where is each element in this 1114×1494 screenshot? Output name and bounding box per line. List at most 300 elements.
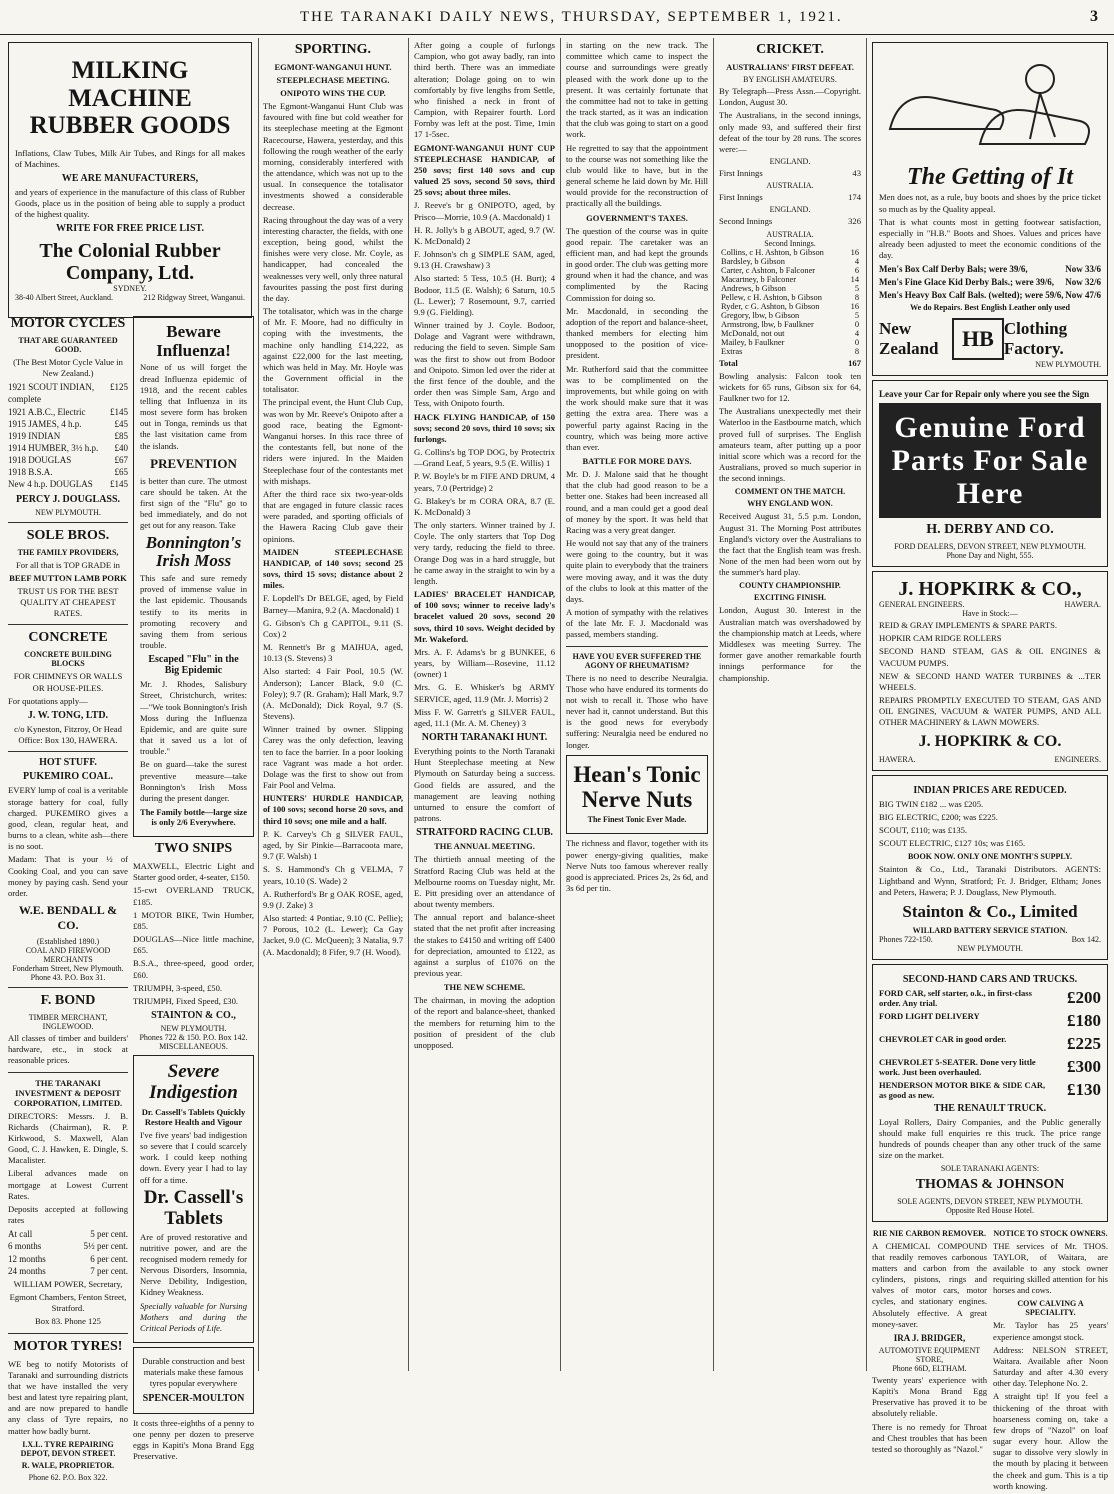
car-row <box>879 1057 1101 1077</box>
batsman-runs: 8 <box>854 292 859 302</box>
batsman-runs: 16 <box>850 247 859 257</box>
concrete-for: FOR CHIMNEYS OR WALLS OR HOUSE-PILES. <box>13 671 123 693</box>
batsman-runs: 5 <box>854 310 859 320</box>
hopkirk-town: HAWERA. <box>1064 600 1101 610</box>
paragraph: He regretted to say that the appointment to the course was not something like the club would like to have, but in the general scheme he laid down by Mr. Hill would provide for the reconstruction of practically all the buildings. <box>566 142 708 209</box>
motor-item-value: £85 <box>114 430 128 441</box>
paragraph: A motion of sympathy with the relatives of the late Mr. F. J. Macdonald was passed, members standing. <box>566 607 708 640</box>
hopkirk-item: SECOND HAND STEAM, GAS & OIL ENGINES & VACUUM PUMPS. <box>879 646 1101 668</box>
comment-title: COMMENT ON THE MATCH. <box>734 487 846 497</box>
car-price: £300 <box>1067 1056 1101 1076</box>
results-title: HACK FLYING HANDICAP, of 150 sovs; second 20 sovs, third 10 sovs; six furlongs. <box>414 411 555 444</box>
rate-item <box>8 1265 128 1277</box>
motor-list <box>8 381 128 490</box>
investment-box: Box 83. Phone 125 <box>35 1316 101 1327</box>
carbon-text: A CHEMICAL COMPOUND that readily removes carbonous matters and carbon from the cylinders, pistons, rings and valves of motor cars, motor cycles, and stationary engines. Absolutely effective. A great money-saver. <box>872 1240 987 1329</box>
hopkirk-ad <box>872 571 1108 771</box>
cassell-text: Are of proved restorative and nutritive power, and are the recognised modern remedy for Nervous Disorders, Insomnia, Nerve Debility, Indigestion, Kidney Weakness. <box>140 1231 247 1298</box>
indigestion-sub: Dr. Cassell's Tablets Quickly Restore Health and Vigour <box>141 1106 246 1127</box>
column-3 <box>263 38 403 1368</box>
batsman-row <box>719 347 861 356</box>
motor-item-value: £145 <box>110 406 128 417</box>
paragraph: Winner trained by owner. Slipping Carey was the only defection, leaving ten to face the barrier. In a poor looking race Vagrant was made a hot order. Dolage was the first to show out from Fair Pool and Velma. <box>263 724 403 791</box>
results-title: HUNTERS' HURDLE HANDICAP, of 100 sovs; second horse 20 sovs, and third 10 sovs; one mile and a half. <box>263 793 403 826</box>
investment-addr: Egmont Chambers, Fenton Street, Stratford. <box>9 1292 127 1314</box>
indigestion-ad <box>133 1055 254 1343</box>
paragraph: There is no need to describe Neuralgia. Those who have endured its torments do not wish to recall it. Those who have never had it, cannot understand. But this is the good news for everybody suffering: Neuralgia need be endured no longer. <box>566 672 708 750</box>
prevention: PREVENTION <box>150 455 237 471</box>
sole-bros-title: SOLE BROS. <box>26 527 110 543</box>
derby-firm: H. DERBY AND CO. <box>926 522 1054 538</box>
willard-battery: WILLARD BATTERY SERVICE STATION. <box>912 925 1068 935</box>
hopkirk-foot-r: ENGINEERS. <box>1054 754 1101 764</box>
batsman-row <box>719 320 861 329</box>
paragraph: Winner trained by J. Coyle. Bodoor, Dolage and Vagrant were withdrawn, reducing the field to seven. Simple Sam was the first to show out from Bodoor and Onipoto. Simon led over the rider at the first fence of the double, and the order then was Simple Sam, Argo and Tess, with Onipoto fourth. <box>414 320 555 409</box>
bond-title: F. BOND <box>40 993 96 1009</box>
snips-firm: STAINTON & CO., <box>151 1010 236 1022</box>
indian-item: BIG TWIN £182 ... was £205. <box>879 798 984 809</box>
motor-item <box>8 418 128 430</box>
annual-meeting: THE ANNUAL MEETING. <box>434 841 535 852</box>
paragraph: Mr. Macdonald, in seconding the adoption of the report and balance-sheet, thanked members for electing him unopposed to the position of vice-president. <box>566 305 708 361</box>
onipoto-title: ONIPOTO WINS THE CUP. <box>280 88 386 98</box>
cars-ad <box>872 964 1108 1222</box>
snips-text2: 15-cwt OVERLAND TRUCK, £185. <box>133 885 254 907</box>
motor-item-label: 1919 INDIAN <box>8 430 61 441</box>
snip-item: TRIUMPH, Fixed Speed, £30. <box>133 995 239 1006</box>
car-row <box>879 1011 1101 1031</box>
cricket-sub: AUSTRALIANS' FIRST DEFEAT. <box>726 62 854 72</box>
getting-text: Men does not, as a rule, buy boots and shoes by the price ticket so much as by the Quality appeal. <box>879 192 1101 214</box>
indian-contact <box>879 935 1101 944</box>
column-7 <box>872 38 1108 1491</box>
ford-sign: Genuine Ford Parts For Sale Here <box>879 403 1101 518</box>
rate-item-value: 7 per cent. <box>90 1265 128 1276</box>
motor-item-label: 1914 HUMBER, 3½ h.p. <box>8 443 99 454</box>
batsman-row <box>719 302 861 311</box>
bond-text: All classes of timber and builders' hardware, etc., in stock at reasonable prices. <box>8 1033 128 1066</box>
battle-more-days: BATTLE FOR MORE DAYS. <box>582 456 692 467</box>
getting-text2: That is what counts most in getting footwear satisfaction, especially in "H.B." Boots and Shoes. Values and prices have already been adjusted to meet the economic conditions of the day. <box>879 216 1101 261</box>
batsman-row <box>719 266 861 275</box>
score-row <box>719 216 861 227</box>
influenza-text: None of us will forget the dread Influenza epidemic of 1918, and the recent cables telling that Influenza in its most severe form has broken out in Tonga, reminds us that the last visitation came from the islands. <box>140 362 247 451</box>
hb-town: NEW PLYMOUTH. <box>1035 360 1101 370</box>
derby-phone: Phone Day and Night, 555. <box>946 551 1034 561</box>
concrete-firm: J. W. TONG, LTD. <box>27 709 109 721</box>
paragraph: The Egmont-Wanganui Hunt Club was favoured with fine but cold weather for its steeplechase meeting at the Egmont Racecourse, Hawera, yesterday, and this following the rough weather of the early morning, considerably interfered with the attendance, which was not up to the usual. In consequence the totalisator investments showed a considerable decrease. <box>263 101 403 212</box>
bendall-est: (Established 1890.) <box>36 937 100 947</box>
score-row <box>719 168 861 179</box>
score-label: Second Innings <box>719 216 773 227</box>
bendall-firm: W.E. BENDALL & CO. <box>18 903 118 933</box>
sole-meats: BEEF MUTTON LAMB PORK <box>9 572 127 583</box>
stratford-racing: STRATFORD RACING CLUB. <box>416 827 553 839</box>
meeting-title: STEEPLECHASE MEETING. <box>276 75 390 85</box>
rate-item-value: 5 per cent. <box>90 1229 128 1240</box>
rate-item-label: 12 months <box>8 1253 46 1264</box>
snips-town: NEW PLYMOUTH. <box>160 1024 227 1034</box>
prevention-text: is better than cure. The utmost care should be taken. At the first sign of the "Flu" go to bed immediately, and do not get out for any reason. Take <box>140 475 247 531</box>
total-label: Total <box>719 357 738 368</box>
batsman-name: Ryder, c G. Ashton, b Gibson <box>721 301 820 311</box>
motor-item-label: 1915 JAMES, 4 h.p. <box>8 418 82 429</box>
column-rule <box>258 38 259 1371</box>
cassell-brand: Dr. Cassell's Tablets <box>143 1186 244 1229</box>
results-list <box>414 200 555 271</box>
motor-intro: (The Best Motor Cycle Value in New Zealand.) <box>13 357 123 379</box>
batsman-name: Macartney, b Falconer <box>721 274 797 284</box>
investment-title: THE TARANAKI INVESTMENT & DEPOSIT CORPORATION, LIMITED. <box>13 1077 123 1108</box>
score-value: 174 <box>848 192 861 203</box>
family-bottle: The Family bottle—large size is only 2/6 Everywhere. <box>140 807 247 828</box>
paragraph: Also started: 4 Fair Pool, 10.5 (W. Anderson); Lancer Black, 9.0 (C. Foley); 9.7 (R. Graham); Hall Mark, 9.7 (A. McDonald); Dick Royal, 9.7 (S. Stevens). <box>263 666 403 722</box>
concrete-addr: c/o Kyneston, Fitzroy, Or Head Office: Box 130, HAWERA. <box>14 723 122 746</box>
renault-title: THE RENAULT TRUCK. <box>933 1102 1047 1114</box>
hean-brand: Hean's Tonic Nerve Nuts <box>573 761 701 813</box>
paragraph: The Australians unexpectedly met their Waterloo in the Eastbourne match, which proved full of surprises. The English amateurs team, after putting up a poor initial score which was a record for the Australians, proved so much superior in the second innings. <box>719 406 862 484</box>
carbon-ad <box>872 1226 987 1494</box>
sole-trust: TRUST US FOR THE BEST QUALITY AT CHEAPEST RATES. <box>17 585 119 619</box>
batsman-runs: 16 <box>850 301 859 311</box>
shoe-price: Now 47/6 <box>1065 290 1101 301</box>
snips-misc: MISCELLANEOUS. <box>159 1042 228 1052</box>
hot-stuff: HOT STUFF. <box>39 757 97 769</box>
hb-logo: HB <box>952 318 1004 360</box>
paragraph: Everything points to the North Taranaki Hunt Steeplechase meeting at New Plymouth on Saturday being a success. Good fields are assured, and the management are leaving nothing unturned to ensure the comfort of patrons. <box>414 746 555 824</box>
indian-item: SCOUT ELECTRIC, £127 10s; was £165. <box>879 838 1026 849</box>
advice: Be on guard—take the surest preventive measure—take Bonnington's Irish Moss during the present danger. <box>140 759 247 803</box>
indian-town: NEW PLYMOUTH. <box>957 943 1023 953</box>
batsman-row <box>719 248 861 257</box>
milking-title: MILKING MACHINE RUBBER GOODS <box>29 57 231 139</box>
new-scheme: THE NEW SCHEME. <box>443 982 526 993</box>
shoe-price-list <box>879 264 1101 300</box>
sydney: SYDNEY. <box>113 284 147 294</box>
spencer-sub: Durable construction and best materials make these famous tyres popular everywhere <box>142 1356 245 1389</box>
spencer-text: It costs three-eighths of a penny to one penny per dozen to preserve eggs in Kapiti's Mona Brand Egg Preservative. <box>133 1417 254 1462</box>
cricket-title: CRICKET. <box>756 42 824 57</box>
shoe-price: Now 33/6 <box>1065 264 1101 275</box>
paragraph: Mr. D. J. Malone said that he thought that the club had good reason to be a better one. Stakes had been increased all round, and a man could get a good deal of money by the sport. It was held that Racing was a very great danger. <box>566 469 708 535</box>
pukemiro-text: EVERY lump of coal is a veritable storage battery for coal, fully charged. PUKEMIRO gives a good, clean, regular heat, and burns to a clean, white ash—there is no soot. <box>8 785 128 852</box>
paragraph: He would not say that any of the trainers were going to the country, but it was quite plain to everybody that the trainers were moving away, and it was the duty of the clubs to look at this matter of the days. <box>566 538 708 604</box>
column-rule <box>408 38 409 1371</box>
stock-text: THE services of Mr. THOS. TAYLOR, of Waitara, are available to any stock owner requiring skilled attention for his horses and cows. <box>993 1240 1108 1296</box>
column-4 <box>414 38 555 1368</box>
influenza-title: Beware Influenza! <box>156 322 231 360</box>
indian-ad <box>872 775 1108 960</box>
tyres-firm: I.X.L. TYRE REPAIRING DEPOT, DEVON STREET. <box>20 1439 116 1458</box>
bendall-addr: Fonderham Street, New Plymouth. <box>12 964 124 974</box>
snip-item: 1 MOTOR BIKE, Twin Humber, £85. <box>133 909 254 931</box>
motor-item-label: 1918 DOUGLAS <box>8 455 72 466</box>
motor-item-value: £67 <box>114 455 128 466</box>
paragraph: The only starters. Winner trained by J. Coyle. The only starters that Top Dog very tardy, reducing the field to three. Orange Dog was in a hard struggle, but he came away in the straight to win by a length. <box>414 520 555 586</box>
bridger-phone: Phone 66D, ELTHAM. <box>892 1363 967 1373</box>
rate-item-label: 6 months <box>8 1241 42 1252</box>
exciting-finish: EXCITING FINISH. <box>753 593 826 603</box>
column-6 <box>719 38 861 1368</box>
batsman-row <box>719 338 861 347</box>
masthead <box>0 0 1114 35</box>
tyres-text: WE beg to notify Motorists of Taranaki and surrounding districts that we have installed the very best and latest tyre repairing plant, and are now prepared to handle any class of Tyre repairs, no matter how badly burnt. <box>8 1358 128 1436</box>
batsman-name: Bardsley, b Gibson <box>721 256 785 266</box>
motor-item <box>8 442 128 454</box>
hean-ad <box>566 755 708 835</box>
hopkirk-foot-l: HAWERA. <box>879 754 916 764</box>
investment-liberal: Liberal advances made on mortgage at Lowest Current Rates. <box>8 1168 128 1201</box>
hopkirk-item: REPAIRS PROMPTLY EXECUTED TO STEAM, GAS AND OIL ENGINES, VACUUM & WATER PUMPS, AND ALL OTHER MACHINERY & LAWN MOWERS. <box>879 695 1101 728</box>
batsman-runs: 4 <box>854 256 859 266</box>
motor-item-value: £145 <box>110 479 128 490</box>
batsman-runs: 0 <box>854 319 859 329</box>
concrete-sub: CONCRETE BUILDING BLOCKS <box>24 650 112 669</box>
batsman-name: Carter, c Ashton, b Falconer <box>721 265 816 275</box>
bendall-phone: Phone 43. P.O. Box 31. <box>30 973 106 983</box>
page-number: 3 <box>1090 8 1098 25</box>
hopkirk-trade: GENERAL ENGINEERS. <box>879 600 965 610</box>
shoe-price: Now 32/6 <box>1065 277 1101 288</box>
cricket-by: BY ENGLISH AMATEURS. <box>743 75 837 84</box>
influenza-ad <box>133 316 254 837</box>
rheumatism-title: HAVE YOU EVER SUFFERED THE AGONY OF RHEUMATISM? <box>572 651 702 670</box>
batsman-name: Extras <box>721 346 743 356</box>
paragraph: The thirtieth annual meeting of the Stratford Racing Club was held at the Melbourne rooms on Tuesday night, Mr. E. Pitt presiding over an attendance of about twenty members. <box>414 854 555 910</box>
colonial-rubber: The Colonial Rubber Company, Ltd. <box>39 240 221 285</box>
cars-list <box>879 988 1101 1100</box>
result-item: M. Rennett's Br g MAIHUA, aged, 10.13 (S. Stevens) 3 <box>263 642 403 664</box>
government-taxes: GOVERNMENT'S TAXES. <box>586 212 688 223</box>
paragraph: Bowling analysis: Falcon took ten wickets for 65 runs, Gibson six for 64, Faulkner two for 12. <box>719 370 861 404</box>
shoe-price-row <box>879 277 1101 287</box>
paragraph: After the third race six two-year-olds that are engaged in future classic races were paraded, and sporting officials of the Hawera Racing Club gave their opinions. <box>263 488 403 544</box>
stock-exp: Mr. Taylor has 25 years' experience amongst stock. <box>993 1320 1108 1342</box>
paragraph: The principal event, the Hunt Club Cup, was won by Mr. Reeve's Onipoto after a good race, beating the Egmont-Wanganui horses. In this race three of the contestants fell, but none of the riders were injured. In the Maiden Steeplechase four of the contestants met with mishaps. <box>263 397 403 486</box>
indian-list <box>879 799 1101 850</box>
score-label: First Innings <box>719 168 763 179</box>
score-value: 43 <box>852 168 861 179</box>
motor-item-label: 1921 SCOUT INDIAN, complete <box>8 382 95 405</box>
result-item: G. Gibson's Ch g CAPITOL, 9.11 (S. Cox) 2 <box>263 617 403 639</box>
car-name: FORD LIGHT DELIVERY <box>879 1010 980 1021</box>
thomas-johnson: THOMAS & JOHNSON <box>915 1176 1065 1192</box>
cow-calving: COW CALVING A SPECIALITY. <box>1017 1299 1084 1318</box>
spencer-title: SPENCER-MOULTON <box>142 1392 245 1404</box>
snips-text1: MAXWELL, Electric Light and Starter good order, 4-seater, £150. <box>133 861 254 883</box>
australia-label: AUSTRALIA. <box>766 229 814 239</box>
motor-item-label: 1918 B.S.A. <box>8 467 53 478</box>
indigestion-title: Severe Indigestion <box>149 1061 238 1104</box>
motor-item <box>8 478 128 490</box>
bottom-notices <box>872 1226 1108 1494</box>
batsman-name: Mailey, b Faulkner <box>721 337 785 347</box>
repairs: We do Repairs. Best English Leather only used <box>910 303 1070 313</box>
car-price: £225 <box>1067 1033 1101 1053</box>
batsman-name: McDonald, not out <box>721 328 785 338</box>
sole-providers: THE FAMILY PROVIDERS, <box>17 547 119 557</box>
hopkirk-item: REID & GRAY IMPLEMENTS & SPARE PARTS. <box>879 620 1058 631</box>
australia-label: AUSTRALIA. <box>766 181 814 191</box>
address-auckland: 38-40 Albert Street, Auckland. <box>15 293 113 303</box>
derby-addr: FORD DEALERS, DEVON STREET, NEW PLYMOUTH. <box>894 542 1086 552</box>
new-zealand: New Zealand <box>879 319 939 359</box>
batsman-name: Armstrong, lbw, b Faulkner <box>721 319 814 329</box>
england-label: ENGLAND. <box>769 157 811 167</box>
stainton-firm: Stainton & Co., Limited <box>902 901 1078 921</box>
testimony: Mr. J. Rhodes, Salisbury Street, Christchurch, writes:—"We took Bonnington's Irish Moss during the Influenza Epidemic, and are quite sure that it saved us a lot of trouble." <box>140 679 247 757</box>
indian-book: BOOK NOW. ONLY ONE MONTH'S SUPPLY. <box>907 852 1073 862</box>
paragraph: Also started: 5 Tess, 10.5 (H. Burt); 4 Bodoor, 11.5 (E. Walsh); 6 Saturn, 10.5 (L. Lewer); 7 Rosemount, 9.7, carried 9.9 (G. Fielding). <box>414 273 555 317</box>
snips-phone: Phones 722 & 150. P.O. Box 142. <box>139 1033 248 1043</box>
batsman-row <box>719 293 861 302</box>
pukemiro-title: PUKEMIRO COAL. <box>23 771 113 783</box>
hopkirk-item: HOPKIR CAM RIDGE ROLLERS <box>879 633 1002 644</box>
north-taranaki-hunt: NORTH TARANAKI HUNT. <box>421 732 548 744</box>
result-item: G. Blakey's br m CORA ORA, 8.7 (E. K. McDonald) 3 <box>414 495 555 517</box>
cars-title: SECOND-HAND CARS AND TRUCKS. <box>902 973 1078 985</box>
cricket-byline: By Telegraph—Press Assn.—Copyright. London, August 30. <box>719 86 861 108</box>
paragraph: Racing throughout the day was of a very interesting character, the fields, with one exception, being good, whilst the finishes were very close. Mr. Coyle, as handicapper, had concealed the weaknesses very well, only three natural favourites passing the post first during the day. <box>263 214 403 303</box>
results-title: MAIDEN STEEPLECHASE HANDICAP, of 140 sovs; second 25 sovs, third 15 sovs; distance about 2 miles. <box>263 546 403 591</box>
result-item: Mrs. G. E. Whisker's bg ARMY SERVICE, aged, 11.9 (Mr. J. Morris) 2 <box>414 682 555 704</box>
result-item: J. Reeve's br g ONIPOTO, aged, by Prisco—Morrie, 10.9 (A. Macdonald) 1 <box>414 200 555 222</box>
batsman-name: Gregory, lbw, b Gibson <box>721 310 800 320</box>
car-name: CHEVROLET CAR in good order. <box>879 1033 1007 1044</box>
milking-addresses <box>15 293 245 302</box>
hopkirk-item: NEW & SECOND HAND WATER TURBINES & ...TER WHEELS. <box>879 670 1101 692</box>
hopkirk-foot-row <box>879 755 1101 764</box>
cars-opp: Opposite Red House Hotel. <box>946 1205 1034 1215</box>
stock-addr: Address: NELSON STREET, Waitara. Available after Noon Saturday and after 4.30 every other day. Telephone No. 2. <box>993 1344 1108 1389</box>
score-label: First Innings <box>719 192 763 203</box>
shoe-name: Men's Box Calf Derby Bals; were 39/6, <box>879 264 1028 275</box>
indian-title: INDIAN PRICES ARE REDUCED. <box>913 784 1067 796</box>
stock-title: NOTICE TO STOCK OWNERS. <box>993 1228 1108 1238</box>
address-wanganui: 212 Ridgway Street, Wanganui. <box>143 293 245 303</box>
motor-dealer: PERCY J. DOUGLASS. <box>15 493 121 505</box>
indian-phone: Phones 722-150. <box>879 934 933 944</box>
result-item: A. Rutherford's Br g OAK ROSE, aged, 9.9 (J. Zake) 3 <box>263 888 403 910</box>
milking-text: Inflations, Claw Tubes, Milk Air Tubes, and Rings for all makes of Machines. <box>15 147 245 169</box>
shoe-name: Men's Heavy Box Calf Bals. (welted); were 59/6, <box>879 290 1064 301</box>
investment-sec: WILLIAM POWER, Secretary, <box>13 1278 123 1289</box>
batsman-runs: 4 <box>854 328 859 338</box>
paragraph: The richness and flavor, together with its power energy-giving qualities, make Nerve Nuts too famous wherever really good is appreciated. Prices 2s, 2s 6d, and 3s 6d per tin. <box>566 838 708 894</box>
batsman-row <box>719 275 861 284</box>
result-item: F. Johnson's ch g SIMPLE SAM, aged, 9.13 (H. Crawshaw) 3 <box>414 249 555 271</box>
score-value: 326 <box>848 216 861 227</box>
milking-write: WRITE FOR FREE PRICE LIST. <box>56 223 204 235</box>
ford-ad <box>872 380 1108 567</box>
batsman-runs: 14 <box>850 274 859 284</box>
hunt-title: EGMONT-WANGANUI HUNT. <box>274 62 392 72</box>
escaped-flu: Escaped "Flu" in the Big Epidemic <box>148 654 239 677</box>
getting-title: The Getting of It <box>907 164 1073 190</box>
motor-item-label: New 4 h.p. DOUGLAS <box>8 479 93 490</box>
renault-text: Loyal Rollers, Dairy Companies, and the Public generally should make full enquiries re this truck. The price range hundreds of pounds cheaper than any other truck of the same size on the market. <box>879 1116 1101 1161</box>
column-rule <box>713 38 714 1371</box>
batsman-runs: 6 <box>854 265 859 275</box>
paragraph: in starting on the new track. The committee which came to inspect the course and surroundings were greatly pleased with the work done up to the present. It was certainly fortunate that the committee had not to take in getting the track started, as it was an indication that the club was going to start on a good work. <box>566 40 708 140</box>
car-price: £200 <box>1067 987 1101 1007</box>
hopkirk-row <box>879 600 1101 609</box>
snips-list <box>133 910 254 1007</box>
batsman-row <box>719 257 861 266</box>
irish-moss: Bonnington's Irish Moss <box>145 532 242 571</box>
motor-item-value: £65 <box>114 467 128 478</box>
shoe-name: Men's Fine Glace Kid Derby Bals.; were 39/6, <box>879 277 1055 288</box>
rate-item-value: 5½ per cent. <box>83 1241 128 1252</box>
paragraph: The chairman, in moving the adoption of the report and balance-sheet, thanked the members for returning him to the position of president of the club unopposed. <box>414 995 555 1050</box>
column-5 <box>566 38 708 1368</box>
concrete-title: CONCRETE <box>28 630 108 646</box>
hopkirk-title: J. HOPKIRK & CO., <box>898 578 1082 601</box>
result-item: P. W. Boyle's br m FIFE AND DRUM, 4 years, 7.0 (Pertridge) 2 <box>414 471 555 493</box>
shoes-illustration-icon <box>879 49 1101 159</box>
paragraph: The annual report and balance-sheet stated that the net profit after increasing the stakes to £4150 and writing off £400 for depreciation, amounted to £122, as against a surplus of £1076 on the previous year. <box>414 912 555 979</box>
paragraph: Received August 31, 5.5 p.m. London, August 31. The Morning Post attributes England's victory over the Australians to the fact that the English team was fresh. None of the men had been worn out by the summer's hard play. <box>719 511 861 578</box>
batsman-name: Pellew, c H. Ashton, b Gibson <box>721 292 822 302</box>
cars-addr: SOLE AGENTS, DEVON STREET, NEW PLYMOUTH. <box>897 1196 1083 1206</box>
hopkirk-footer: J. HOPKIRK & CO. <box>918 732 1062 750</box>
sporting-title: SPORTING. <box>294 42 372 57</box>
car-row <box>879 1034 1101 1054</box>
newspaper-title: THE TARANAKI DAILY NEWS, THURSDAY, SEPTEMBER 1, 1921. <box>300 9 843 25</box>
second-innings: Second Innings. <box>764 238 816 248</box>
batsman-runs: 8 <box>854 346 859 356</box>
tyres-prop: R. WALE, PROPRIETOR. <box>21 1460 115 1470</box>
irish-moss-text: This safe and sure remedy proved of immense value in the last epidemic. Thousands testify to its merits in promoting recovery and saving them from serious trouble. <box>140 572 247 651</box>
paragraph: After going a couple of furlongs Campion, who got away badly, ran into third berth. There was an immediate alteration; Dolage going on to win comfortably by five lengths from Settle, who finished a neck in front of Campion, with Repairer fourth. Lord Fornby was left at the post. Time, 1min 17 1-5sec. <box>414 40 555 140</box>
hb-row <box>879 318 1101 360</box>
egg-text: Twenty years' experience with Kapiti's Mona Brand Egg Preservative has proved it to be absolutely reliable. <box>872 1374 987 1419</box>
two-snips-title: TWO SNIPS <box>154 841 233 857</box>
indian-agents: Stainton & Co., Ltd., Taranaki Distributors. AGENTS: Lightband and Wynn, Stratford; Fr. J. Bridger, Eltham; Jones and Peters, Hawera; P. J. Douglass, New Plymouth. <box>879 864 1101 897</box>
batsman-name: Collins, c H. Ashton, b Gibson <box>721 247 824 257</box>
motor-item <box>8 430 128 442</box>
bendall-dealers: COAL AND FIREWOOD MERCHANTS <box>25 946 111 965</box>
column-rule <box>866 38 867 1371</box>
results-list <box>263 593 403 664</box>
paragraph: The totalisator, which was in the charge of Mr. F. Moore, had no difficulty in coping with the investments, the machine only handling £14,222, as against £22,000 for the last meeting, which was held in May. Mr. Hoyle was the Government official in the totalisator. <box>263 306 403 395</box>
results-list <box>263 829 403 911</box>
milking-machine-ad <box>8 42 252 318</box>
motor-cycles-title: MOTOR CYCLES <box>10 316 126 331</box>
snip-item: TRIUMPH, 3-speed, £50. <box>133 982 223 993</box>
stock-notice <box>993 1226 1108 1494</box>
column-2 <box>133 312 254 1462</box>
county-title: COUNTY CHAMPIONSHIP. <box>739 581 841 591</box>
motor-item-value: £45 <box>114 418 128 429</box>
nazol-text: There is no remedy for Throat and Chest troubles that has been tested so thoroughly as "Nazol." <box>872 1421 987 1454</box>
car-price: £130 <box>1067 1079 1101 1099</box>
car-name: HENDERSON MOTOR BIKE & SIDE CAR, as good as new. <box>879 1079 1046 1100</box>
car-row <box>879 1080 1101 1100</box>
indian-box: Box 142. <box>1071 934 1101 944</box>
rate-item-label: At call <box>8 1229 33 1240</box>
batsman-name: Andrews, b Gibson <box>721 283 786 293</box>
rate-item <box>8 1240 128 1252</box>
hean-tag: The Finest Tonic Ever Made. <box>587 815 687 825</box>
motor-item <box>8 466 128 478</box>
batsman-runs: 5 <box>854 283 859 293</box>
motor-item <box>8 406 128 418</box>
results-title: LADIES' BRACELET HANDICAP, of 100 sovs; winner to receive lady's bracelet valued 20 sovs, second 20 sovs, third 10 sovs. Weight decided by Mr. Wakeford. <box>414 589 555 644</box>
rate-item <box>8 1228 128 1240</box>
getting-of-it-ad <box>872 42 1108 376</box>
paragraph: Also started: 4 Pontiac, 9.10 (C. Pellie); 7 Porous, 10.2 (L. Lewer); Ca Gay Jacket, 9.0 (C. McQueen); 3 Natalia, 9.7 (A. Macdonald); 8 Fifer, 9.7 (H. Wood). <box>263 913 403 957</box>
